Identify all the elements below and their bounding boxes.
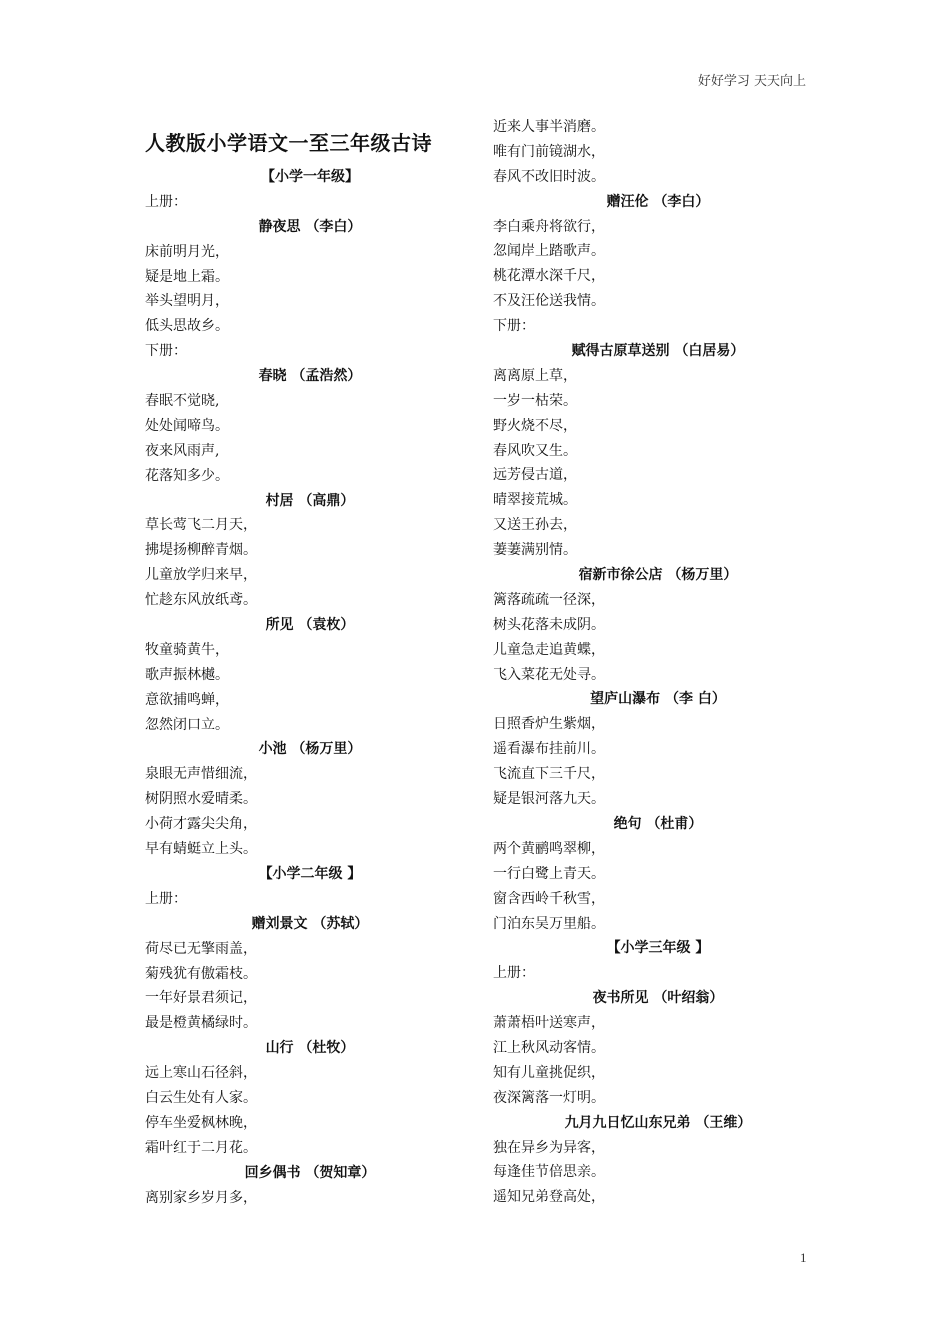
poem-verse: 白云生处有人家。 — [145, 1089, 257, 1106]
poem-verse: 野火烧不尽， — [493, 417, 577, 434]
poem-verse: 最是橙黄橘绿时。 — [145, 1015, 257, 1032]
poem-verse: 远芳侵古道， — [493, 467, 577, 484]
grade-heading: 【小学二年级 】 — [258, 865, 362, 882]
poem-verse: 一行白鹭上青天。 — [493, 865, 605, 882]
poem-verse: 窗含西岭千秋雪， — [493, 890, 605, 907]
poem-verse: 独在异乡为异客， — [493, 1139, 605, 1156]
poem-verse: 飞入菜花无处寻。 — [493, 666, 605, 683]
poem-verse: 歌声振林樾。 — [145, 666, 229, 683]
poem-verse: 日照香炉生紫烟， — [493, 716, 605, 733]
poem-title: 村居 （高鼎） — [265, 492, 355, 509]
poem-title: 回乡偶书 （贺知章） — [244, 1164, 376, 1181]
poem-verse: 处处闻啼鸟。 — [145, 417, 229, 434]
poem-verse: 两个黄鹂鸣翠柳， — [493, 840, 605, 857]
poem-verse: 夜深篱落一灯明。 — [493, 1089, 605, 1106]
poem-verse: 每逢佳节倍思亲。 — [493, 1164, 605, 1181]
poem-verse: 菊残犹有傲霜枝。 — [145, 965, 257, 982]
poem-verse: 离别家乡岁月多， — [145, 1189, 257, 1206]
term-label: 下册： — [493, 318, 535, 335]
poem-verse: 门泊东吴万里船。 — [493, 915, 605, 932]
poem-verse: 桃花潭水深千尺， — [493, 268, 605, 285]
poem-title: 赠汪伦 （李白） — [606, 193, 710, 210]
left-column — [145, 165, 475, 1210]
poem-title: 山行 （杜牧） — [265, 1040, 355, 1057]
poem-verse: 萧萧梧叶送寒声， — [493, 1015, 605, 1032]
poem-verse: 春眠不觉晓, — [145, 393, 220, 410]
poem-verse: 一岁一枯荣。 — [493, 392, 577, 409]
poem-title: 九月九日忆山东兄弟 （王维） — [564, 1114, 752, 1131]
poem-title: 赋得古原草送别 （白居易） — [571, 343, 745, 360]
poem-verse: 草长莺飞二月天， — [145, 517, 257, 534]
poem-verse: 春风不改旧时波。 — [493, 168, 605, 185]
poem-title: 宿新市徐公店 （杨万里） — [578, 567, 738, 584]
poem-verse: 遥看瀑布挂前川。 — [493, 741, 605, 758]
poem-verse: 树阴照水爱晴柔。 — [145, 791, 257, 808]
poem-verse: 拂堤扬柳醉青烟。 — [145, 542, 257, 559]
poem-title: 静夜思 （李白） — [258, 218, 362, 235]
term-label: 上册： — [145, 890, 187, 907]
poem-verse: 遥知兄弟登高处， — [493, 1189, 605, 1206]
document-title: 人教版小学语文一至三年级古诗 — [145, 131, 432, 155]
poem-title: 所见 （袁枚） — [265, 617, 355, 634]
page-header: 好好学习 天天向上 — [697, 74, 806, 89]
poem-verse: 李白乘舟将欲行， — [493, 218, 605, 235]
poem-title: 夜书所见 （叶绍翁） — [592, 990, 724, 1007]
poem-verse: 小荷才露尖尖角， — [145, 816, 257, 833]
poem-verse: 儿童急走追黄蝶， — [493, 641, 605, 658]
poem-title: 绝句 （杜甫） — [613, 815, 703, 832]
poem-verse: 儿童放学归来早， — [145, 567, 257, 584]
grade-heading: 【小学三年级 】 — [606, 940, 710, 957]
term-label: 上册： — [145, 193, 187, 210]
poem-verse: 忙趁东风放纸鸢。 — [145, 592, 257, 609]
poem-verse: 早有蜻蜓立上头。 — [145, 841, 257, 858]
poem-verse: 近来人事半消磨。 — [493, 119, 605, 135]
right-column — [493, 115, 823, 1210]
poem-verse: 低头思故乡。 — [145, 318, 229, 335]
poem-verse: 唯有门前镜湖水， — [493, 143, 605, 160]
poem-verse: 疑是地上霜。 — [145, 268, 229, 285]
poem-verse: 停车坐爱枫林晚， — [145, 1114, 257, 1131]
poem-verse: 知有儿童挑促织， — [493, 1064, 605, 1081]
grade-heading: 【小学一年级】 — [261, 169, 359, 185]
poem-verse: 远上寒山石径斜， — [145, 1065, 257, 1082]
poem-verse: 不及汪伦送我情。 — [493, 293, 605, 310]
term-label: 下册： — [145, 343, 187, 360]
poem-verse: 树头花落未成阴。 — [493, 616, 605, 633]
poem-verse: 霜叶红于二月花。 — [145, 1139, 257, 1156]
page-number: 1 — [800, 1250, 807, 1265]
poem-verse: 飞流直下三千尺， — [493, 766, 605, 783]
poem-title: 小池 （杨万里） — [258, 741, 362, 758]
poem-title: 赠刘景文 （苏轼） — [251, 915, 369, 932]
poem-verse: 忽然闭口立。 — [145, 716, 229, 733]
poem-verse: 泉眼无声惜细流， — [145, 766, 257, 783]
poem-verse: 篱落疏疏一径深， — [493, 591, 605, 608]
poem-verse: 举头望明月， — [145, 293, 229, 310]
poem-verse: 牧童骑黄牛， — [145, 641, 229, 658]
poem-verse: 又送王孙去， — [493, 517, 577, 534]
poem-verse: 意欲捕鸣蝉， — [145, 691, 229, 708]
poem-verse: 疑是银河落九天。 — [493, 791, 605, 808]
poem-verse: 床前明月光， — [145, 243, 229, 260]
poem-verse: 晴翠接荒城。 — [493, 492, 577, 509]
poem-verse: 离离原上草， — [493, 367, 577, 384]
poem-verse: 江上秋风动客情。 — [493, 1039, 605, 1056]
poem-verse: 忽闻岸上踏歌声。 — [493, 243, 605, 260]
poem-verse: 花落知多少。 — [145, 467, 229, 484]
poem-verse: 一年好景君须记， — [145, 990, 257, 1007]
poem-title: 春晓 （孟浩然） — [258, 368, 362, 385]
poem-verse: 荷尽已无擎雨盖， — [145, 940, 257, 957]
poem-verse: 春风吹又生。 — [493, 442, 577, 459]
term-label: 上册： — [493, 965, 535, 982]
poem-verse: 夜来风雨声, — [145, 442, 220, 459]
poem-verse: 萋萋满别情。 — [493, 542, 577, 559]
poem-title: 望庐山瀑布 （李 白） — [590, 691, 726, 708]
